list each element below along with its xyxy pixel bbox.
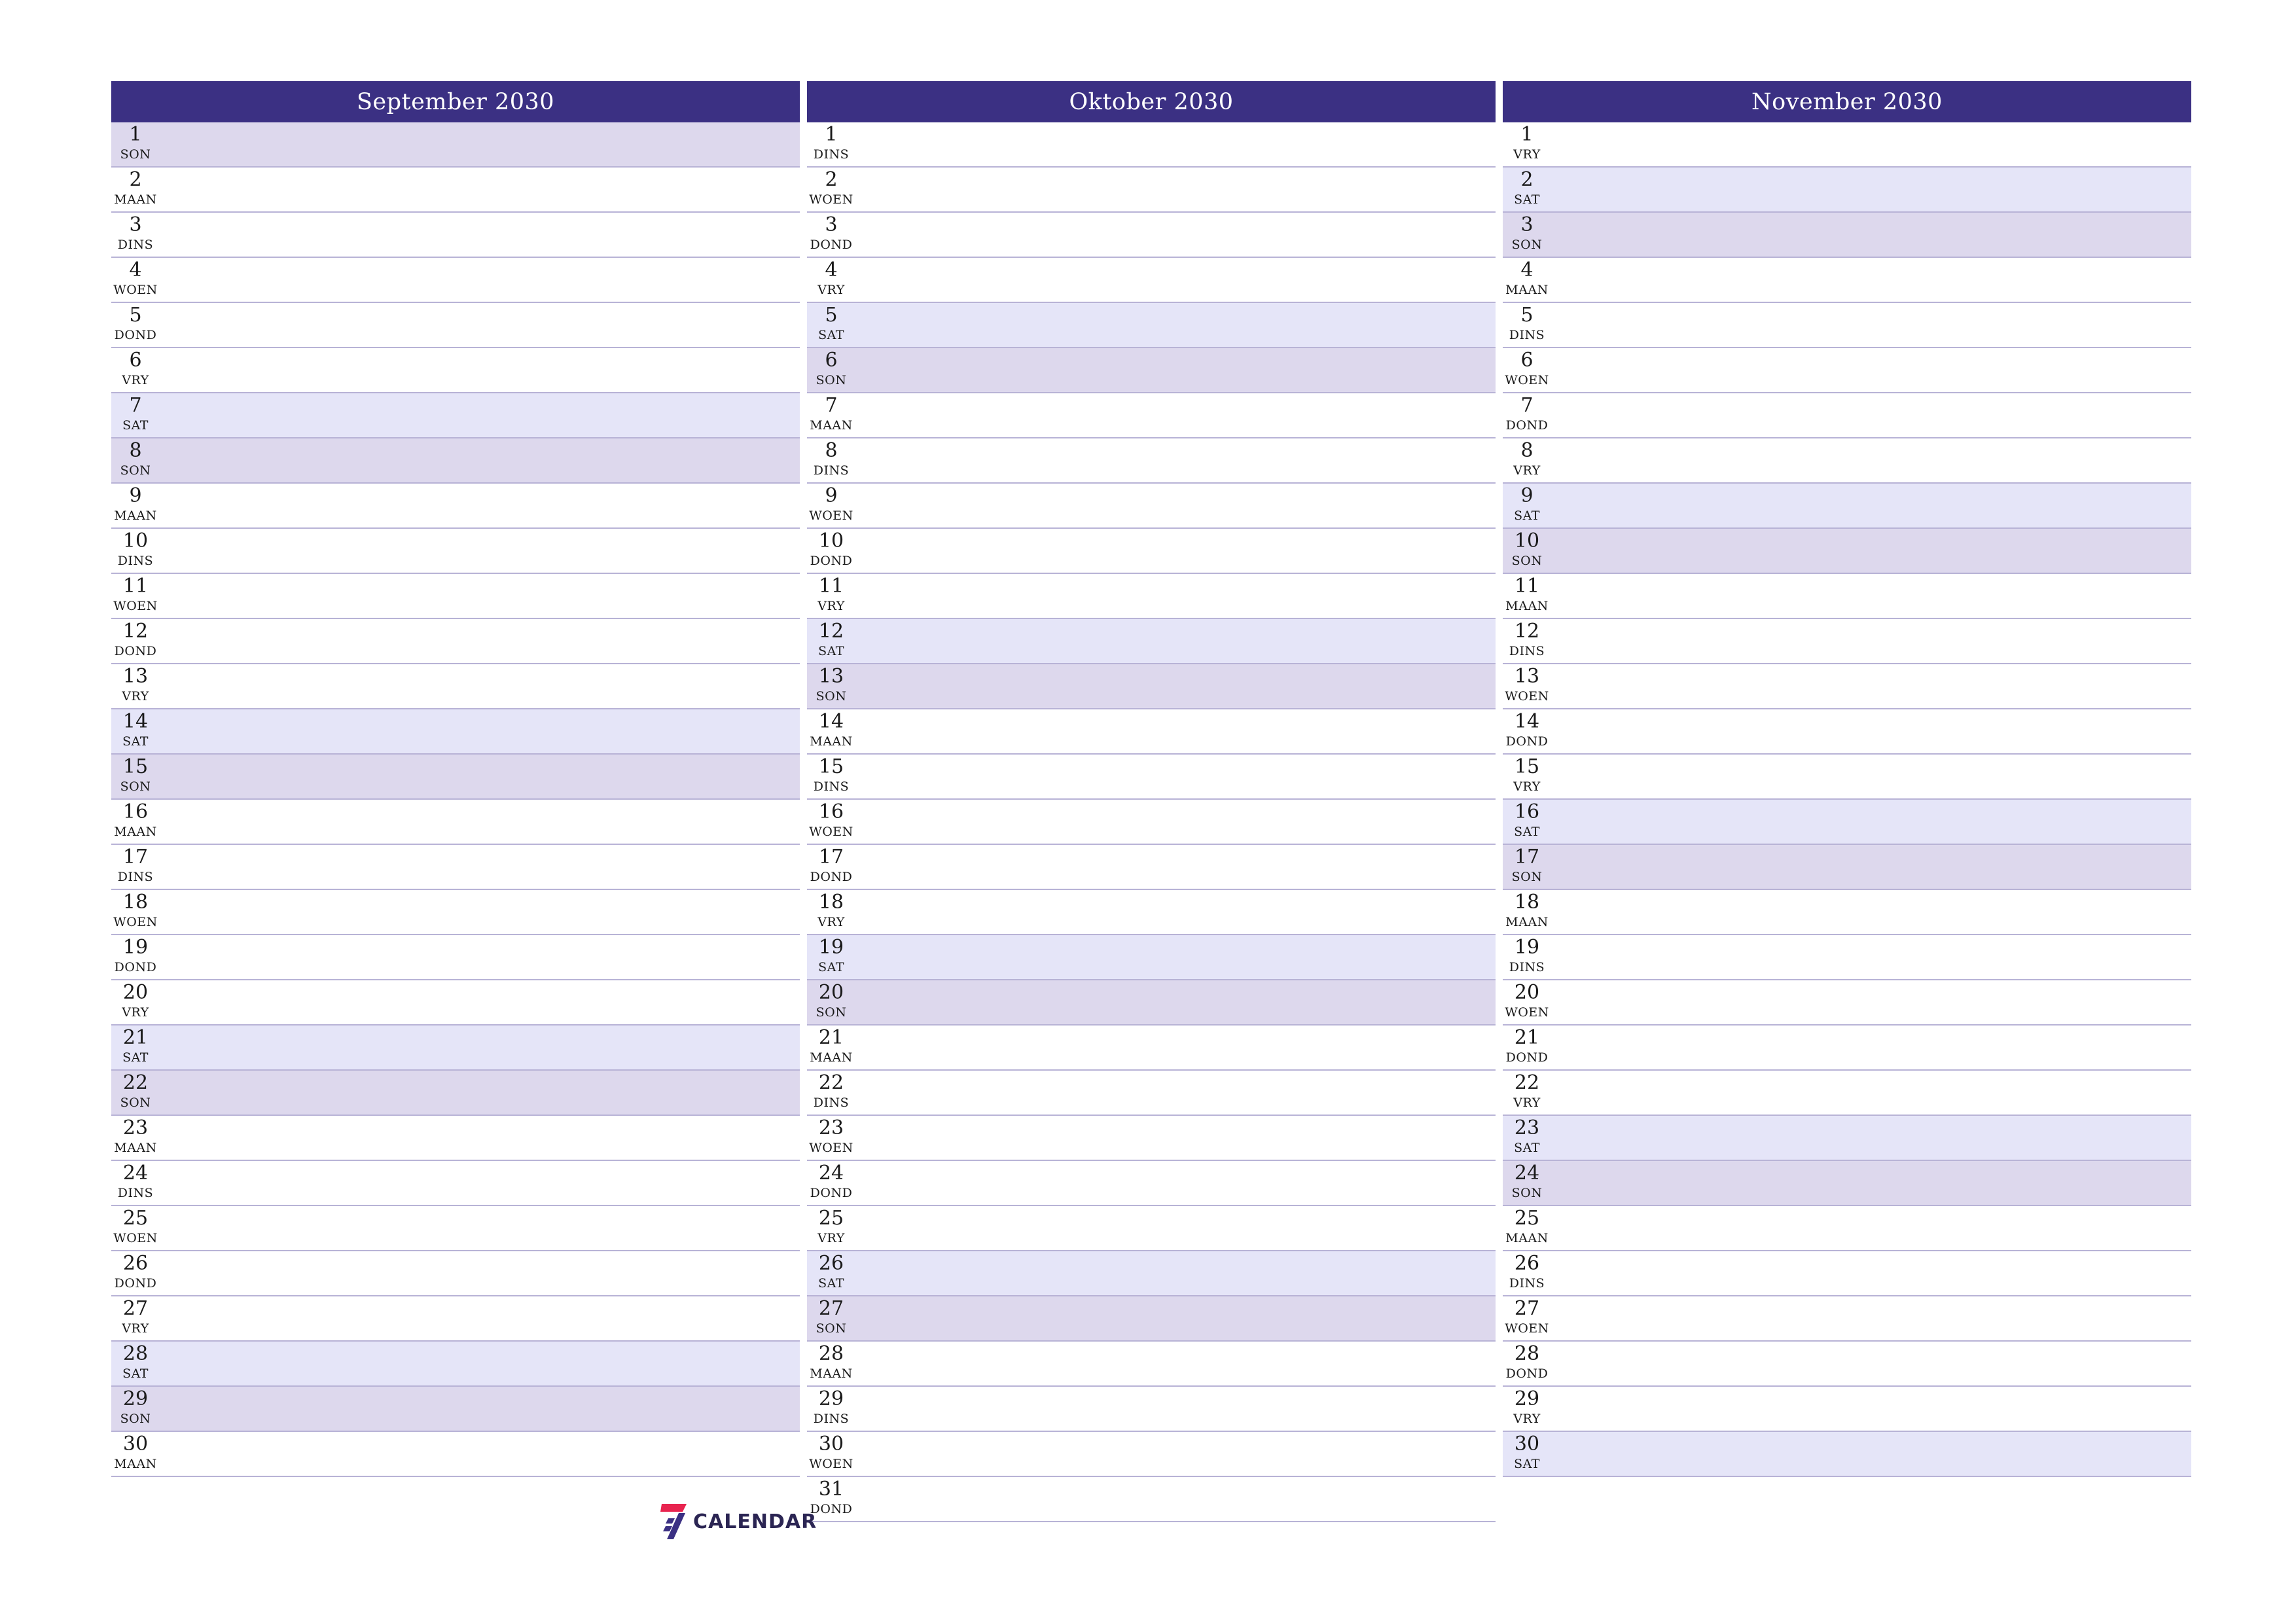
day-number: 14 [1514,710,1540,733]
day-number: 2 [825,168,838,191]
day-number: 8 [1520,439,1534,462]
day-row [111,800,800,845]
day-number: 17 [122,846,149,868]
day-of-week: WOEN [809,192,853,207]
calendar-logo [659,1503,817,1541]
day-row [807,800,1496,845]
day-number: 2 [129,168,142,191]
day-number: 11 [1514,575,1540,597]
day-row [807,258,1496,303]
day-number: 21 [122,1026,149,1049]
day-number: 4 [1520,259,1534,281]
day-number: 18 [122,891,149,914]
day-number: 27 [818,1297,844,1320]
day-of-week: WOEN [1505,689,1549,704]
day-of-week: SON [1511,554,1543,568]
month-november [1503,81,2191,1477]
day-row [111,1342,800,1387]
day-of-week: MAAN [114,1457,157,1471]
day-row [807,393,1496,438]
day-of-week: DOND [1505,418,1549,433]
day-of-week: DINS [1509,328,1545,342]
day-number: 19 [1514,936,1540,959]
day-of-week: SAT [122,1366,149,1381]
day-number: 24 [1514,1162,1540,1185]
day-number: 28 [1514,1342,1540,1365]
day-row [1503,980,2191,1026]
day-of-week: WOEN [1505,1005,1549,1020]
day-number: 30 [1514,1433,1540,1455]
day-number: 10 [122,529,149,552]
day-of-week: DOND [810,554,853,568]
day-row [1503,122,2191,168]
day-number: 14 [122,710,149,733]
month-october [807,81,1496,1522]
day-number: 5 [825,304,838,327]
day-of-week: MAAN [810,734,853,749]
day-of-week: DINS [117,870,154,884]
day-of-week: SON [816,1005,847,1020]
day-number: 28 [818,1342,844,1365]
day-of-week: SAT [818,960,844,974]
day-row [1503,1296,2191,1342]
day-of-week: DOND [1505,1366,1549,1381]
day-row [111,845,800,890]
day-number: 22 [818,1071,844,1094]
day-row [1503,800,2191,845]
day-row [111,935,800,980]
day-number: 13 [122,665,149,688]
day-row [111,213,800,258]
day-number: 15 [122,755,149,778]
day-row [1503,438,2191,484]
day-number: 25 [1514,1207,1540,1230]
day-row [1503,935,2191,980]
day-row [111,619,800,664]
day-of-week: MAAN [810,1050,853,1065]
day-row [111,980,800,1026]
day-row [111,529,800,574]
day-row [1503,1342,2191,1387]
day-number: 17 [1514,846,1540,868]
day-of-week: DOND [114,328,157,342]
day-of-week: SAT [1514,192,1540,207]
day-of-week: DINS [1509,960,1545,974]
day-row [1503,258,2191,303]
day-row [111,393,800,438]
day-row [111,484,800,529]
day-of-week: SON [1511,238,1543,252]
day-row [807,619,1496,664]
day-number: 23 [818,1116,844,1139]
day-row [111,168,800,213]
day-number: 22 [1514,1071,1540,1094]
day-of-week: DINS [813,1096,850,1110]
day-of-week: VRY [1513,1096,1541,1110]
day-row [807,1026,1496,1071]
day-number: 16 [1514,800,1540,823]
day-of-week: WOEN [809,825,853,839]
day-number: 19 [122,936,149,959]
day-of-week: DINS [1509,1276,1545,1291]
day-row [111,303,800,348]
day-number: 13 [1514,665,1540,688]
day-number: 16 [818,800,844,823]
day-number: 18 [1514,891,1540,914]
day-of-week: VRY [122,1321,149,1336]
day-number: 23 [122,1116,149,1139]
day-row [111,258,800,303]
day-number: 9 [129,484,142,507]
day-of-week: DOND [114,1276,157,1291]
day-list [111,122,800,1477]
day-row [1503,664,2191,709]
day-number: 13 [818,665,844,688]
day-of-week: SON [120,779,151,794]
day-number: 20 [1514,981,1540,1004]
day-number: 12 [818,620,844,643]
day-row [1503,484,2191,529]
day-number: 31 [818,1478,844,1501]
day-of-week: MAAN [114,825,157,839]
day-row [111,1116,800,1161]
day-row [111,574,800,619]
day-row [111,438,800,484]
day-number: 24 [122,1162,149,1185]
day-number: 26 [122,1252,149,1275]
day-row [111,890,800,935]
day-row [111,122,800,168]
day-list [807,122,1496,1522]
day-of-week: WOEN [113,1231,158,1245]
day-of-week: VRY [817,915,845,929]
day-number: 6 [129,349,142,372]
day-of-week: DINS [813,147,850,162]
day-number: 10 [1514,529,1540,552]
day-number: 3 [129,213,142,236]
day-number: 1 [129,123,142,146]
day-of-week: SAT [1514,1457,1540,1471]
day-of-week: SAT [122,1050,149,1065]
day-number: 9 [825,484,838,507]
day-of-week: VRY [1513,463,1541,478]
day-of-week: MAAN [810,1366,853,1381]
day-of-week: MAAN [114,508,157,523]
day-row [807,845,1496,890]
day-of-week: MAAN [810,418,853,433]
day-of-week: SAT [818,1276,844,1291]
day-row [807,709,1496,755]
day-row [807,1071,1496,1116]
day-of-week: SON [1511,870,1543,884]
day-row [1503,1251,2191,1296]
day-number: 15 [1514,755,1540,778]
day-row [1503,213,2191,258]
day-number: 30 [122,1433,149,1455]
day-number: 12 [1514,620,1540,643]
day-row [1503,1206,2191,1251]
day-number: 27 [1514,1297,1540,1320]
day-row [807,1206,1496,1251]
day-row [807,122,1496,168]
day-of-week: WOEN [809,1457,853,1471]
day-number: 1 [825,123,838,146]
day-of-week: SAT [1514,825,1540,839]
day-number: 2 [1520,168,1534,191]
day-row [111,1026,800,1071]
day-of-week: SAT [122,418,149,433]
day-row [1503,709,2191,755]
day-of-week: DINS [117,1186,154,1200]
day-of-week: DOND [810,1502,853,1516]
day-number: 30 [818,1433,844,1455]
day-row [1503,1116,2191,1161]
day-number: 11 [818,575,844,597]
day-row [111,755,800,800]
day-of-week: WOEN [113,599,158,613]
logo-text: CALENDAR [693,1510,817,1533]
day-of-week: DOND [1505,1050,1549,1065]
day-number: 4 [825,259,838,281]
day-number: 8 [825,439,838,462]
day-row [111,1432,800,1477]
day-row [111,1161,800,1206]
day-of-week: VRY [817,599,845,613]
day-number: 27 [122,1297,149,1320]
day-row [1503,1071,2191,1116]
day-row [1503,303,2191,348]
day-of-week: MAAN [1505,283,1549,297]
day-row [807,484,1496,529]
day-number: 15 [818,755,844,778]
day-number: 25 [818,1207,844,1230]
day-of-week: SON [1511,1186,1543,1200]
day-row [111,348,800,393]
day-number: 6 [825,349,838,372]
day-number: 21 [1514,1026,1540,1049]
day-row [807,664,1496,709]
day-number: 28 [122,1342,149,1365]
day-number: 7 [129,394,142,417]
day-of-week: WOEN [809,1141,853,1155]
month-title: November 2030 [1503,81,2191,122]
day-row [111,709,800,755]
day-of-week: VRY [1513,1412,1541,1426]
day-of-week: VRY [122,1005,149,1020]
day-number: 10 [818,529,844,552]
day-of-week: SAT [818,328,844,342]
day-of-week: SON [816,1321,847,1336]
day-number: 16 [122,800,149,823]
day-row [807,168,1496,213]
day-number: 4 [129,259,142,281]
day-row [807,1477,1496,1522]
day-number: 18 [818,891,844,914]
day-of-week: WOEN [1505,373,1549,387]
day-row [1503,1026,2191,1071]
day-number: 9 [1520,484,1534,507]
day-number: 3 [825,213,838,236]
day-row [1503,574,2191,619]
day-number: 3 [1520,213,1534,236]
day-row [1503,1387,2191,1432]
day-number: 24 [818,1162,844,1185]
day-number: 1 [1520,123,1534,146]
day-row [111,664,800,709]
day-of-week: SON [120,1412,151,1426]
day-number: 19 [818,936,844,959]
day-number: 12 [122,620,149,643]
day-row [1503,529,2191,574]
day-of-week: WOEN [113,283,158,297]
day-of-week: DOND [114,644,157,658]
day-of-week: DINS [1509,644,1545,658]
day-row [1503,619,2191,664]
day-number: 20 [122,981,149,1004]
day-row [1503,1161,2191,1206]
day-of-week: DINS [813,1412,850,1426]
day-row [807,529,1496,574]
day-of-week: VRY [122,373,149,387]
day-row [1503,890,2191,935]
day-of-week: VRY [1513,147,1541,162]
day-of-week: DOND [1505,734,1549,749]
day-row [807,1387,1496,1432]
day-of-week: SON [120,463,151,478]
day-number: 6 [1520,349,1534,372]
day-of-week: SON [816,373,847,387]
seven-logo-icon [659,1503,688,1541]
day-of-week: DOND [810,1186,853,1200]
day-number: 21 [818,1026,844,1049]
day-of-week: WOEN [809,508,853,523]
day-of-week: WOEN [113,915,158,929]
day-row [807,1251,1496,1296]
day-of-week: MAAN [1505,599,1549,613]
day-number: 29 [1514,1387,1540,1410]
day-of-week: DINS [813,779,850,794]
day-of-week: VRY [817,283,845,297]
day-number: 23 [1514,1116,1540,1139]
day-of-week: DOND [114,960,157,974]
day-row [807,1161,1496,1206]
day-number: 22 [122,1071,149,1094]
day-of-week: DOND [810,238,853,252]
day-of-week: DINS [813,463,850,478]
day-row [111,1251,800,1296]
day-number: 26 [818,1252,844,1275]
day-number: 5 [129,304,142,327]
day-row [1503,348,2191,393]
day-of-week: SAT [1514,508,1540,523]
day-of-week: SAT [818,644,844,658]
day-number: 7 [1520,394,1534,417]
day-row [807,574,1496,619]
day-of-week: SAT [122,734,149,749]
day-row [807,935,1496,980]
day-of-week: SON [120,147,151,162]
day-number: 5 [1520,304,1534,327]
day-row [807,1116,1496,1161]
day-row [111,1387,800,1432]
day-row [1503,1432,2191,1477]
day-row [1503,393,2191,438]
day-number: 7 [825,394,838,417]
day-of-week: DOND [810,870,853,884]
day-of-week: DINS [117,554,154,568]
day-number: 29 [818,1387,844,1410]
day-row [111,1206,800,1251]
day-number: 11 [122,575,149,597]
day-row [807,438,1496,484]
day-row [1503,845,2191,890]
day-row [1503,168,2191,213]
day-number: 26 [1514,1252,1540,1275]
day-row [807,348,1496,393]
month-september [111,81,800,1477]
day-row [111,1071,800,1116]
month-title: Oktober 2030 [807,81,1496,122]
day-row [807,1296,1496,1342]
day-row [807,980,1496,1026]
day-of-week: SAT [1514,1141,1540,1155]
day-row [807,213,1496,258]
day-number: 20 [818,981,844,1004]
day-of-week: MAAN [114,1141,157,1155]
day-number: 17 [818,846,844,868]
day-of-week: VRY [817,1231,845,1245]
day-of-week: VRY [1513,779,1541,794]
day-row [807,890,1496,935]
day-of-week: DINS [117,238,154,252]
day-of-week: MAAN [1505,915,1549,929]
day-row [807,1432,1496,1477]
day-of-week: SON [120,1096,151,1110]
day-row [807,755,1496,800]
day-of-week: SON [816,689,847,704]
day-row [1503,755,2191,800]
day-row [111,1296,800,1342]
day-row [807,303,1496,348]
month-title: September 2030 [111,81,800,122]
day-of-week: WOEN [1505,1321,1549,1336]
day-of-week: VRY [122,689,149,704]
day-list [1503,122,2191,1477]
day-row [807,1342,1496,1387]
day-of-week: MAAN [1505,1231,1549,1245]
day-number: 25 [122,1207,149,1230]
day-number: 29 [122,1387,149,1410]
day-number: 8 [129,439,142,462]
day-of-week: MAAN [114,192,157,207]
day-number: 14 [818,710,844,733]
